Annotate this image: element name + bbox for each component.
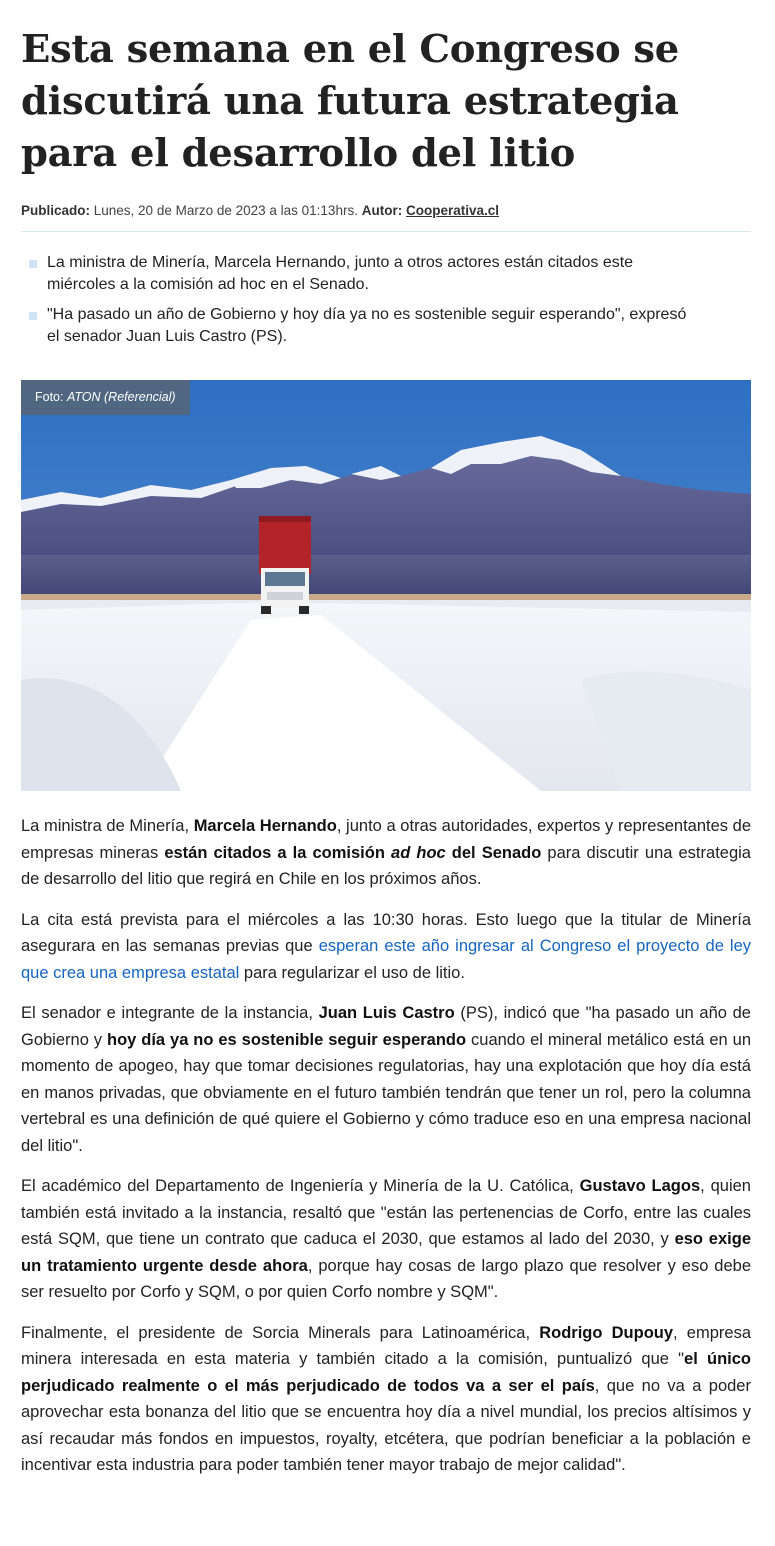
paragraph-2: La cita está prevista para el miércoles a las 10:30 horas. Esto luego que la titular de Minería asegurara en las semanas previas que esperan este año ingresar al Congreso el proyecto de ley que crea una empresa estatal para regularizar el uso de litio. <box>21 910 752 982</box>
strong-text: Juan Luis Castro <box>318 1004 455 1022</box>
meta-divider <box>21 231 751 232</box>
strong-text: Marcela Hernando <box>193 817 337 835</box>
inline-link[interactable]: esperan este año ingresar al Congreso el proyecto de ley que crea una empresa estatal <box>21 937 752 982</box>
author-link[interactable]: Cooperativa.cl <box>405 203 499 218</box>
credit-source: ATON (Referencial) <box>66 390 176 404</box>
salt-flat-truck-image <box>21 380 751 791</box>
summary-text: La ministra de Minería, Marcela Hernando, junto a otros actores están citados este miércoles a la comisión ad hoc en el Senado. <box>47 254 634 293</box>
paragraph-1: La ministra de Minería, Marcela Hernando, junto a otras autoridades, expertos y representantes de empresas mineras están citados a la comisión ad hoc del Senado para discutir una estrategia de desarrollo del litio que regirá en Chile en los próximos años. <box>21 817 752 888</box>
photo-credit <box>21 380 190 415</box>
article-meta <box>21 203 751 218</box>
strong-text: eso exige un tratamiento urgente desde ahora <box>21 1230 752 1275</box>
published-label: Publicado: <box>21 203 91 218</box>
strong-text: Rodrigo Dupouy <box>539 1323 674 1342</box>
square-bullet-icon <box>29 260 37 268</box>
summary-item <box>21 252 697 296</box>
article-photo <box>21 380 751 791</box>
article-title: Esta semana en el Congreso se discutirá una futura estrategia para el desarrollo del litio <box>21 27 680 176</box>
strong-text: Gustavo Lagos <box>579 1177 701 1195</box>
square-bullet-icon <box>29 312 37 320</box>
published-date: Lunes, 20 de Marzo de 2023 a las 01:13hrs. <box>90 203 362 218</box>
strong-text: hoy día ya no es sostenible seguir esperando <box>106 1030 467 1049</box>
paragraph-4: El académico del Departamento de Ingeniería y Minería de la U. Católica, Gustavo Lagos, quien también está invitado a la instancia, resaltó que "están las pertenencias de Corfo, entre las cuales está SQM, que tiene un contrato que caduca el 2030, que estamos al lado del 2030, y eso exige un tratamiento urgente desde ahora, porque hay cosas de largo plazo que resolver y eso debe ser resuelto por Corfo y SQM, o por quien Corfo nombre y SQM". <box>21 1177 752 1301</box>
paragraph-5: Finalmente, el presidente de Sorcia Minerals para Latinoamérica, Rodrigo Dupouy, empresa minera interesada en esta materia y también citado a la comisión, puntualizó que "el único perjudicado realmente o el más perjudicado de todos va a ser el país, que no va a poder aprovechar esta bonanza del litio que se encuentra hoy día a nivel mundial, los precios altísimos y así recaudar más fondos en impuestos, royalty, etcétera, que podrían beneficiar a la población e incentivar esta industria para poder también tener mayor trabajo de mejor calidad". <box>21 1323 751 1474</box>
paragraph-3: El senador e integrante de la instancia, Juan Luis Castro (PS), indicó que "ha pasado un año de Gobierno y hoy día ya no es sostenible seguir esperando cuando el mineral metálico está en un momento de apogeo, hay que tomar decisiones regulatorias, hay una explotación que hoy día está en manos privadas, que obviamente en el futuro también tendrán que tener un rol, pero la columna vertebral es una definición de qué quiere el Gobierno y cómo traduce eso en una empresa nacional del litio". <box>21 1004 751 1155</box>
strong-text: están citados a la comisión ad hoc del Senado <box>164 843 542 862</box>
author-label: Autor: <box>361 203 403 218</box>
credit-prefix: Foto: <box>35 390 67 404</box>
article-body <box>21 813 751 1493</box>
summary-item <box>21 304 697 348</box>
summary-text: "Ha pasado un año de Gobierno y hoy día ya no es sostenible seguir esperando", expresó el senador Juan Luis Castro (PS). <box>47 306 687 345</box>
summary-list <box>21 252 751 356</box>
strong-text: el único perjudicado realmente o el más perjudicado de todos va a ser el país <box>21 1350 751 1395</box>
